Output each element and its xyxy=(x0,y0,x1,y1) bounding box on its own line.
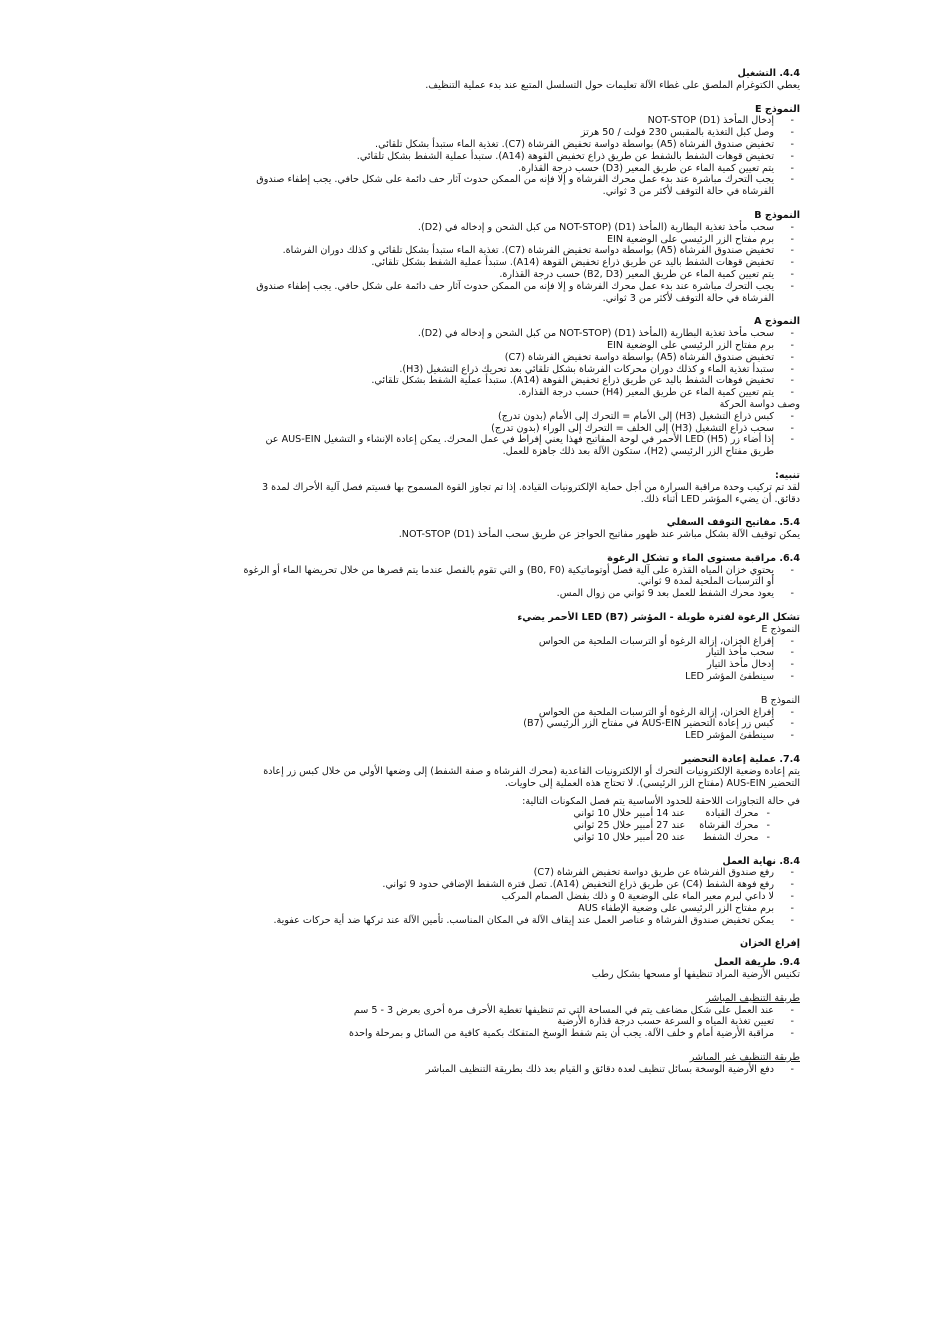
list-item: - تعيين تغذية المياه و السرعة حسب درجة قذارة الأرضية xyxy=(240,1016,774,1028)
list-item: - رفع صندوق الفرشاة عن طريق دواسة تخفيض الفرشاة (C7) xyxy=(240,867,774,879)
manual-page xyxy=(240,68,800,1076)
section-5-4-title: 5.4. مفاتيح التوقف السفلي xyxy=(666,517,800,529)
section-6-4-list xyxy=(240,565,800,600)
note-title: تنبيه: xyxy=(774,469,800,481)
section-6-4-title: 6.4. مراقبة مستوى الماء و تشكل الرغوة xyxy=(607,552,800,564)
indirect-method-title: طريقة التنظيف غير المباشر xyxy=(689,1051,800,1063)
drain-title: إفراغ الخزان xyxy=(740,938,800,950)
limits-intro: في حالة التجاوزات اللاحقة للحدود الأساسية يتم فصل المكونات التالية: xyxy=(522,796,800,808)
list-item: - تخفيض قوهات الشفط باليد عن طريق ذراع تخفيض القوهة (A14). ستبدأ عملية الشفط بشكل تلقائي. xyxy=(240,257,774,269)
list-item: - تخفيض قوهات الشفط بالشفط عن طريق ذراع تخفيض القوهة (A14). ستبدأ عملية الشفط بشكل تلقائي. xyxy=(240,151,774,163)
section-9-4-text: تكنيس الأرضية المراد تنظيفها أو مسحها بشكل رطب xyxy=(591,969,800,980)
list-item: - يحتوي خزان المياه القذرة على آلية فصل أوتوماتيكية (B0, F0) و التي تقوم بالفصل عندما يتم قصرها من خلال تحريضها الماء أو الرغوة أو الترسبات الملحية لمدة 9 ثواني. xyxy=(240,565,774,589)
foam-model-b-title: النموذج B xyxy=(760,694,800,706)
foam-model-e-title: النموذج E xyxy=(761,623,800,635)
list-item: - سينطفئ المؤشر LED xyxy=(240,730,774,742)
list-item: - يعود محرك الشفط للعمل بعد 9 ثواني من زوال المس. xyxy=(240,588,774,600)
list-item: - يجب التحرك مباشرة عند بدء عمل محرك الفرشاة و إلا فإنه من الممكن حدوث آثار حف دائمة على شكل حافي. يجب إطفاء صندوق الفرشاة في حالة التوقف لأكثر من 3 ثواني. xyxy=(240,281,774,305)
limit-name: محرك القيادة xyxy=(705,808,759,820)
list-item: - كبس ذراع التشغيل (H3) إلى الأمام = التحرك إلى الأمام (بدون تدرج) xyxy=(240,411,774,423)
model-b-title: النموذج B xyxy=(754,209,800,221)
list-item: - ستبدأ تغذية الماء و كذلك دوران محركات الفرشاة بشكل تلقائي بعد تحريك ذراع التشغيل (H3). xyxy=(240,364,774,376)
limits-table xyxy=(559,808,770,843)
table-row: - محرك القيادة عند 14 أمبير خلال 10 ثواني xyxy=(559,808,770,820)
section-8-4-title: 8.4. نهاية العمل xyxy=(722,855,800,867)
section-9-4-title: 9.4. طريقة العمل xyxy=(714,957,800,969)
section-4-4-intro: يعطي الكتوغرام الملصق على غطاء الآلة تعليمات حول التسلسل المتبع عند بدء عملية التنظيف. xyxy=(425,79,800,91)
list-item: - عند العمل على شكل مضاعف يتم في المساحة التي تم تنظيفها تغطية الأحرف مرة أخرى بعرض 3 - 5 سم xyxy=(240,1005,774,1017)
list-item: - تخفيض صندوق الفرشاة (A5) بواسطة دواسة تخفيض الفرشاة (C7). تغذية الماء ستبدأ بشكل تلقائي. xyxy=(240,139,774,151)
section-8-4-list xyxy=(240,867,800,926)
list-item: - يمكن تخفيض صندوق الفرشاة و عناصر العمل عند إيقاف الآلة في المكان المناسب. تأمين الآلة عند تركها ضد أية حركات عفوية. xyxy=(240,915,774,927)
model-b-steps xyxy=(240,222,800,305)
list-item: - لا داعي لبرم معير الماء على الوضعية 0 و ذلك بفضل الصمام المركب xyxy=(240,891,774,903)
list-item: - سحب مأخذ تغذية البطارية (المأخذ (D1) (NOT-STOP من كبل الشحن و إدخاله في (D2). xyxy=(240,222,774,234)
model-a-title: النموذج A xyxy=(754,316,800,328)
list-item: - تخفيض صندوق الفرشاة (A5) بواسطة دواسة تخفيض الفرشاة (C7). تغذية الماء ستبدأ بشكل تلقائي و كذلك دوران الفرشاة. xyxy=(240,245,774,257)
list-item: - سحب ذراع التشغيل (H3) إلى الخلف = التحرك إلى الوراء (بدون تدرج) xyxy=(240,423,774,435)
list-item: - يتم تعيين كمية الماء عن طريق المعير (D3) حسب درجة القذارة. xyxy=(240,163,774,175)
model-e-title: النموذج E xyxy=(755,103,800,115)
list-item: - برم مفتاح الزر الرئيسي على الوضعية EIN xyxy=(240,340,774,352)
table-row: - محرك الفرشاة عند 27 أمبير خلال 25 ثواني xyxy=(559,820,770,832)
list-item: - إذا أضاء زر LED (H5) الأحمر في لوحة المفاتيح فهذا يعني إفراط في عمل المحرك. يمكن إعادة الإنشاء و التشغيل AUS-EIN عن طريق مفتاح الزر الرئيسي (H2)، ستكون الآلة بعد ذلك جاهزة للعمل. xyxy=(240,434,774,458)
section-7-4-title: 7.4. عملية إعادة التحضير xyxy=(681,754,800,766)
list-item: - سحب مأخذ تغذية البطارية (المأخذ (D1) (NOT-STOP من كبل الشحن و إدخاله في (D2). xyxy=(240,328,774,340)
list-item: - إفراغ الخزان، إزالة الرغوة أو الترسبات الملحية من الحواس xyxy=(240,636,774,648)
list-item: - مراقبة الأرضية أمام و خلف الآلة. يجب أن يتم شفط الوسخ المتفكك بكمية كافية من السائل و بمرحلة واحدة xyxy=(240,1028,774,1040)
list-item: - إدخال المأخذ (D1) NOT-STOP xyxy=(240,115,774,127)
note-text: لقد تم تركيب وحدة مراقبة السرارة من أجل حماية الإلكترونيات القيادة. إذا تم تجاوز القوة المسموح بها فسيتم فصل آلية الأحراك لمدة 3 دقائق. أن يضيء المؤشر LED أثناء ذلك. xyxy=(262,481,800,505)
indirect-method-list xyxy=(240,1064,800,1076)
list-item: - رفع فوهة الشفط (C4) عن طريق ذراع التخفيض (A14). تصل فترة الشفط الإضافي حدود 9 ثواني. xyxy=(240,879,774,891)
section-4-4-title: 4.4. التشغيل xyxy=(737,68,800,79)
foam-title: تشكل الرغوة لفترة طويلة - المؤشر LED (B7) الأحمر يضيء xyxy=(517,612,800,624)
foam-model-b-steps xyxy=(240,707,800,742)
pedal-title: وصف دواسة الحركة xyxy=(719,398,800,410)
list-item: - تخفيض فوهات الشفط باليد عن طريق ذراع تخفيض الفوهة (A14). ستبدأ عملية الشفط بشكل تلقائي. xyxy=(240,375,774,387)
direct-method-list xyxy=(240,1005,800,1040)
limit-name: محرك الفرشاة xyxy=(699,820,759,832)
list-item: - سينطفئ المؤشر LED xyxy=(240,671,774,683)
limit-value: عند 20 أمبير خلال 10 ثواني xyxy=(573,831,686,843)
list-item: - دفع الأرضية الوسخة بسائل تنظيف لعدة دقائق و القيام بعد ذلك بطريقة التنظيف المباشر xyxy=(240,1064,774,1076)
list-item: - وصل كبل التغذية بالمقبس 230 فولت / 50 هرتز xyxy=(240,127,774,139)
direct-method-title: طريقة التنظيف المباشر xyxy=(705,992,800,1004)
list-item: - تخفيض صندوق الفرشاة (A5) بواسطة دواسة تخفيض الفرشاة (C7) xyxy=(240,352,774,364)
model-a-steps xyxy=(240,328,800,399)
list-item: - إدخال مأخذ التيار xyxy=(240,659,774,671)
section-5-4-text: يمكن توقيف الآلة بشكل مباشر عند ظهور مفاتيح الحواجز عن طريق سحب المأخذ (D1) NOT-STOP. xyxy=(398,529,800,541)
list-item: - سحب مأخذ التيار xyxy=(240,647,774,659)
list-item: - يتم تعيين كمية الماء عن طريق المعير (B2, D3) حسب درجة القذارة. xyxy=(240,269,774,281)
limit-value: عند 14 أمبير خلال 10 ثواني xyxy=(573,808,686,820)
list-item: - برم مفتاح الزر الرئيسي على الوضعية EIN xyxy=(240,234,774,246)
list-item: - يتم تعيين كمية الماء عن طريق المعير (H4) حسب درجة القذارة. xyxy=(240,387,774,399)
limit-name: محرك الشفط xyxy=(702,831,759,843)
pedal-steps xyxy=(240,411,800,458)
model-e-steps xyxy=(240,115,800,198)
list-item: - يجب التحرك مباشرة عند بدء عمل محرك الفرشاة و إلا فإنه من الممكن حدوث آثار حف دائمة على شكل حافي. يجب إطفاء صندوق الفرشاة في حالة التوقف لأكثر من 3 ثواني. xyxy=(240,174,774,198)
list-item: - كبس زر إعادة التحضير AUS-EIN في مفتاح الزر الرئيسي (B7) xyxy=(240,718,774,730)
foam-model-e-steps xyxy=(240,636,800,683)
table-row: - محرك الشفط عند 20 أمبير خلال 10 ثواني xyxy=(559,832,770,844)
list-item: - إفراغ الخزان، إزالة الرغوة أو الترسبات الملحية من الحواس xyxy=(240,707,774,719)
list-item: - برم مفتاح الزر الرئيسي على وضعية الإطفاء AUS xyxy=(240,903,774,915)
section-7-4-text: يتم إعادة وضعية الإلكترونيات التحرك أو الإلكترونيات القاعدية (محرك الفرشاة و صفة الشفط) إلى وضعها الأولي من خلال كبس زر إعادة التحضير AUS-EIN (مفتاح الزر الرئيسي). لا تحتاج هذه العملية إلى حاويات. xyxy=(263,765,800,789)
limit-value: عند 27 أمبير خلال 25 ثواني xyxy=(573,820,686,832)
